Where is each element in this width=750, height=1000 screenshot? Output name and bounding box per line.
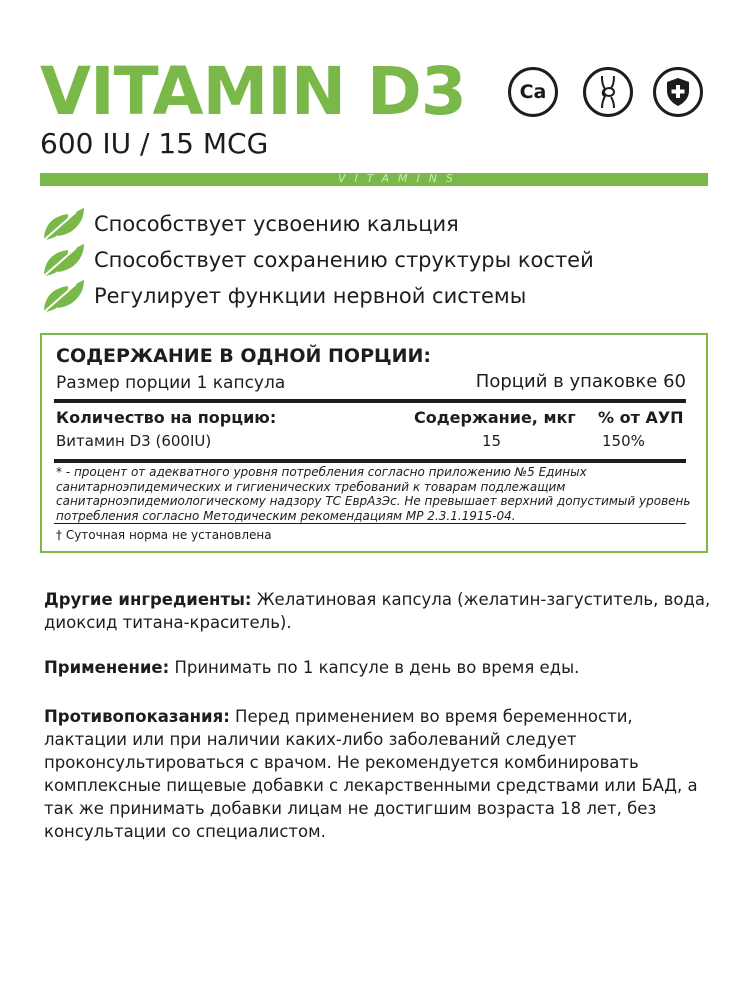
benefit-item bbox=[42, 206, 459, 242]
benefit-text: Способствует усвоению кальция bbox=[94, 212, 459, 236]
amount-label: Количество на порцию: bbox=[56, 408, 277, 427]
joint-icon bbox=[583, 67, 633, 117]
column-header-dv: % от АУП bbox=[598, 408, 684, 427]
divider bbox=[54, 523, 686, 524]
divider bbox=[54, 459, 686, 463]
nutrient-name: Витамин D3 (600IU) bbox=[56, 432, 212, 450]
leaf-icon bbox=[42, 206, 86, 242]
para-label: Применение: bbox=[44, 658, 170, 677]
column-header-content: Содержание, мкг bbox=[414, 408, 576, 427]
facts-heading: СОДЕРЖАНИЕ В ОДНОЙ ПОРЦИИ: bbox=[56, 345, 432, 367]
benefit-text: Регулирует функции нервной системы bbox=[94, 284, 527, 308]
leaf-icon bbox=[42, 242, 86, 278]
para-text: Перед применением во время беременности, лактации или при наличии каких-либо заболеваний следует проконсультироваться с врачом. Не рекомендуется комбинировать комплексные пищевые добавки с лекарственными средствами или БАД, а так же принимать добавки лицам не достигшим возраста 18 лет, без консультации со специалистом. bbox=[44, 707, 698, 841]
other-ingredients bbox=[44, 588, 714, 634]
shield-plus-icon bbox=[653, 67, 703, 117]
leaf-icon bbox=[42, 278, 86, 314]
para-text: Принимать по 1 капсуле в день во время еды. bbox=[169, 658, 580, 677]
para-label: Противопоказания: bbox=[44, 707, 230, 726]
facts-footnote: * - процент от адекватного уровня потребления согласно приложению №5 Единых санитарноэпидемических и гигиенических требований к товарам подлежащим санитарноэпидемиологическому надзору ТС ЕврАзЭс. Не превышает верхний допустимый уровень потребления согласно Методическим рекомендациям МР 2.3.1.1915-04. bbox=[56, 465, 691, 523]
dagger-note: † Суточная норма не установлена bbox=[56, 528, 272, 542]
calcium-icon bbox=[508, 67, 558, 117]
usage bbox=[44, 656, 714, 679]
benefit-item bbox=[42, 278, 526, 314]
dosage-label: 600 IU / 15 MCG bbox=[40, 127, 269, 160]
nutrient-value: 15 bbox=[482, 432, 502, 450]
benefit-item bbox=[42, 242, 594, 278]
supplement-facts-panel bbox=[40, 333, 708, 553]
serving-size: Размер порции 1 капсула bbox=[56, 373, 286, 393]
para-label: Другие ингредиенты: bbox=[44, 590, 252, 609]
calcium-icon-label: Ca bbox=[519, 81, 547, 103]
contraindications bbox=[44, 705, 714, 843]
servings-per-pack: Порций в упаковке 60 bbox=[475, 371, 686, 392]
divider bbox=[54, 399, 686, 403]
para-text: Желатиновая капсула (желатин-загуститель, вода, диоксид титана-краситель). bbox=[44, 590, 711, 632]
band-label: VITAMINS bbox=[338, 172, 462, 185]
nutrient-dv: 150% bbox=[602, 432, 645, 450]
product-title: VITAMIN D3 bbox=[40, 53, 466, 130]
benefit-text: Способствует сохранению структуры костей bbox=[94, 248, 594, 272]
